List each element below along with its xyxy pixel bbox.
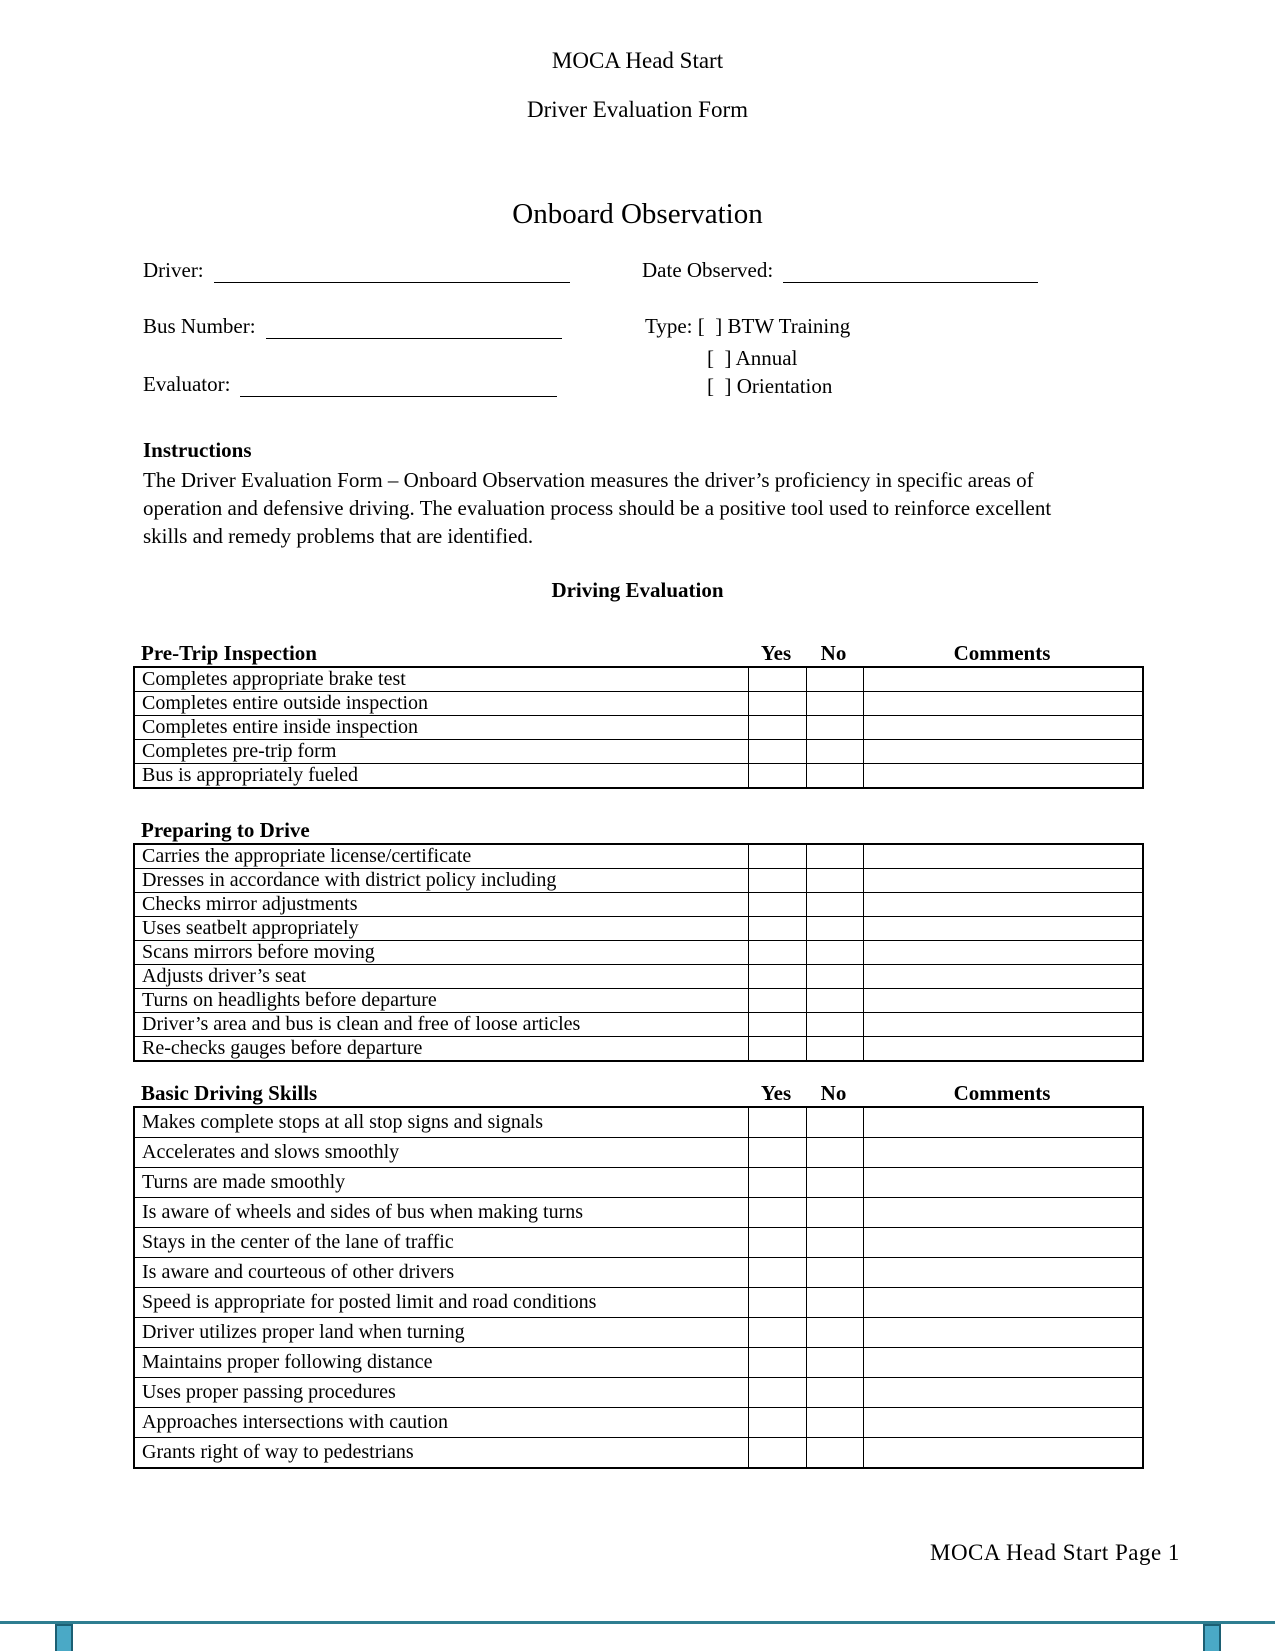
no-cell[interactable] <box>806 716 863 740</box>
bottom-right-tab-decoration <box>1203 1624 1221 1651</box>
btw-training-option-label: BTW Training <box>727 314 851 338</box>
evaluation-row <box>134 1107 1143 1138</box>
evaluation-row <box>134 1438 1143 1469</box>
evaluation-row <box>134 692 1143 716</box>
yes-cell[interactable] <box>748 1228 806 1258</box>
date-observed-field-row <box>642 258 1038 283</box>
criterion-label: Adjusts driver’s seat <box>134 965 748 989</box>
criterion-label: Maintains proper following distance <box>134 1348 748 1378</box>
comments-cell[interactable] <box>863 917 1143 941</box>
criterion-label: Completes entire inside inspection <box>134 716 748 740</box>
instructions-heading: Instructions <box>143 438 252 462</box>
instructions-body: The Driver Evaluation Form – Onboard Observation measures the driver’s proficiency in specific areas of operation and defensive driving. The evaluation process should be a positive tool used to reinforce excellent skills and remedy problems that are identified. <box>143 468 1052 548</box>
page-footer: MOCA Head Start Page 1 <box>930 1540 1180 1565</box>
evaluation-table <box>133 843 1144 1062</box>
no-cell[interactable] <box>806 1198 863 1228</box>
org-name: MOCA Head Start <box>551 48 724 73</box>
yes-cell[interactable] <box>748 1037 806 1062</box>
bottom-accent-line <box>0 1621 1275 1624</box>
criterion-label: Approaches intersections with caution <box>134 1408 748 1438</box>
evaluation-row <box>134 869 1143 893</box>
comments-cell[interactable] <box>863 1408 1143 1438</box>
evaluation-section <box>133 640 1142 789</box>
yes-cell[interactable] <box>748 941 806 965</box>
section-header <box>133 640 1142 666</box>
comments-cell[interactable] <box>863 667 1143 692</box>
bus-number-blank[interactable] <box>266 316 562 339</box>
comments-cell[interactable] <box>863 844 1143 869</box>
section-title: Pre-Trip Inspection <box>141 641 317 665</box>
criterion-label: Carries the appropriate license/certificate <box>134 844 748 869</box>
yes-cell[interactable] <box>748 692 806 716</box>
no-cell[interactable] <box>806 869 863 893</box>
no-cell[interactable] <box>806 1318 863 1348</box>
yes-cell[interactable] <box>748 1438 806 1469</box>
no-cell[interactable] <box>806 1168 863 1198</box>
evaluation-row <box>134 667 1143 692</box>
evaluation-row <box>134 1318 1143 1348</box>
evaluation-row <box>134 1198 1143 1228</box>
no-cell[interactable] <box>806 1378 863 1408</box>
comments-cell[interactable] <box>863 1378 1143 1408</box>
orientation-option-label: Orientation <box>736 374 833 398</box>
driver-label: Driver: <box>143 258 204 282</box>
comments-cell[interactable] <box>863 740 1143 764</box>
yes-cell[interactable] <box>748 917 806 941</box>
date-observed-blank[interactable] <box>783 260 1038 283</box>
evaluation-row <box>134 917 1143 941</box>
yes-column-header: Yes <box>760 1081 792 1105</box>
yes-cell[interactable] <box>748 1198 806 1228</box>
comments-cell[interactable] <box>863 893 1143 917</box>
form-name: Driver Evaluation Form <box>526 97 748 122</box>
no-cell[interactable] <box>806 1288 863 1318</box>
comments-cell[interactable] <box>863 1138 1143 1168</box>
comments-cell[interactable] <box>863 1107 1143 1138</box>
comments-cell[interactable] <box>863 692 1143 716</box>
comments-cell[interactable] <box>863 1318 1143 1348</box>
section-header <box>133 1080 1142 1106</box>
yes-cell[interactable] <box>748 1378 806 1408</box>
yes-cell[interactable] <box>748 1107 806 1138</box>
no-cell[interactable] <box>806 1258 863 1288</box>
yes-cell[interactable] <box>748 1288 806 1318</box>
yes-cell[interactable] <box>748 716 806 740</box>
annual-checkbox[interactable]: [ ] <box>707 346 732 370</box>
comments-column-header: Comments <box>953 1081 1051 1105</box>
yes-cell[interactable] <box>748 1408 806 1438</box>
evaluation-row <box>134 1168 1143 1198</box>
evaluation-table <box>133 1106 1144 1469</box>
comments-cell[interactable] <box>863 965 1143 989</box>
driving-evaluation-heading: Driving Evaluation <box>551 578 724 602</box>
no-cell[interactable] <box>806 917 863 941</box>
no-column-header: No <box>820 1081 847 1105</box>
comments-cell[interactable] <box>863 1258 1143 1288</box>
evaluation-row <box>134 989 1143 1013</box>
driver-blank[interactable] <box>214 260 570 283</box>
no-cell[interactable] <box>806 1408 863 1438</box>
comments-cell[interactable] <box>863 869 1143 893</box>
no-cell[interactable] <box>806 1138 863 1168</box>
evaluation-row <box>134 1288 1143 1318</box>
evaluation-row <box>134 941 1143 965</box>
annual-option-row <box>707 346 797 371</box>
bus-number-label: Bus Number: <box>143 314 256 338</box>
criterion-label: Uses proper passing procedures <box>134 1378 748 1408</box>
bottom-left-tab-decoration <box>55 1624 73 1651</box>
criterion-label: Completes appropriate brake test <box>134 667 748 692</box>
no-cell[interactable] <box>806 1228 863 1258</box>
evaluation-row <box>134 1378 1143 1408</box>
yes-cell[interactable] <box>748 1258 806 1288</box>
evaluation-sections <box>133 640 1142 1469</box>
criterion-label: Scans mirrors before moving <box>134 941 748 965</box>
criterion-label: Driver’s area and bus is clean and free of loose articles <box>134 1013 748 1037</box>
criterion-label: Completes pre-trip form <box>134 740 748 764</box>
evaluation-row <box>134 1228 1143 1258</box>
orientation-option-row <box>707 374 832 399</box>
evaluation-row <box>134 1037 1143 1062</box>
annual-option-label: Annual <box>735 346 798 370</box>
page-title: Onboard Observation <box>512 198 763 230</box>
criterion-label: Uses seatbelt appropriately <box>134 917 748 941</box>
criterion-label: Checks mirror adjustments <box>134 893 748 917</box>
evaluation-row <box>134 1138 1143 1168</box>
yes-cell[interactable] <box>748 667 806 692</box>
evaluation-row <box>134 893 1143 917</box>
btw-training-checkbox[interactable]: [ ] <box>697 314 723 338</box>
no-cell[interactable] <box>806 740 863 764</box>
criterion-label: Turns are made smoothly <box>134 1168 748 1198</box>
evaluation-row <box>134 1408 1143 1438</box>
no-cell[interactable] <box>806 1013 863 1037</box>
yes-cell[interactable] <box>748 1013 806 1037</box>
yes-cell[interactable] <box>748 989 806 1013</box>
comments-cell[interactable] <box>863 1198 1143 1228</box>
evaluation-row <box>134 764 1143 789</box>
criterion-label: Is aware and courteous of other drivers <box>134 1258 748 1288</box>
yes-cell[interactable] <box>748 764 806 789</box>
evaluation-row <box>134 1013 1143 1037</box>
comments-cell[interactable] <box>863 1288 1143 1318</box>
evaluation-section <box>133 1080 1142 1469</box>
section-header <box>133 817 1142 843</box>
comments-cell[interactable] <box>863 716 1143 740</box>
orientation-checkbox[interactable]: [ ] <box>707 374 732 398</box>
evaluation-row <box>134 965 1143 989</box>
yes-cell[interactable] <box>748 1138 806 1168</box>
comments-cell[interactable] <box>863 989 1143 1013</box>
comments-cell[interactable] <box>863 941 1143 965</box>
evaluator-blank[interactable] <box>240 374 557 397</box>
criterion-label: Accelerates and slows smoothly <box>134 1138 748 1168</box>
yes-cell[interactable] <box>748 1168 806 1198</box>
yes-cell[interactable] <box>748 844 806 869</box>
no-cell[interactable] <box>806 692 863 716</box>
criterion-label: Grants right of way to pedestrians <box>134 1438 748 1469</box>
criterion-label: Bus is appropriately fueled <box>134 764 748 789</box>
no-cell[interactable] <box>806 1438 863 1469</box>
yes-cell[interactable] <box>748 893 806 917</box>
type-label: Type: <box>645 314 693 338</box>
comments-column-header: Comments <box>953 641 1051 665</box>
comments-cell[interactable] <box>863 1037 1143 1062</box>
yes-cell[interactable] <box>748 965 806 989</box>
criterion-label: Driver utilizes proper land when turning <box>134 1318 748 1348</box>
comments-cell[interactable] <box>863 1348 1143 1378</box>
yes-cell[interactable] <box>748 1348 806 1378</box>
no-cell[interactable] <box>806 941 863 965</box>
evaluation-row <box>134 844 1143 869</box>
bus-number-field-row <box>143 314 562 339</box>
driver-field-row <box>143 258 570 283</box>
comments-cell[interactable] <box>863 764 1143 789</box>
comments-cell[interactable] <box>863 1228 1143 1258</box>
no-cell[interactable] <box>806 893 863 917</box>
evaluation-row <box>134 716 1143 740</box>
evaluator-field-row <box>143 372 557 397</box>
date-observed-label: Date Observed: <box>642 258 774 282</box>
criterion-label: Completes entire outside inspection <box>134 692 748 716</box>
criterion-label: Dresses in accordance with district policy including <box>134 869 748 893</box>
criterion-label: Makes complete stops at all stop signs and signals <box>134 1107 748 1138</box>
no-cell[interactable] <box>806 844 863 869</box>
comments-cell[interactable] <box>863 1013 1143 1037</box>
yes-cell[interactable] <box>748 740 806 764</box>
section-title: Basic Driving Skills <box>141 1081 318 1105</box>
evaluator-label: Evaluator: <box>143 372 231 396</box>
section-title: Preparing to Drive <box>141 818 310 842</box>
no-cell[interactable] <box>806 989 863 1013</box>
no-cell[interactable] <box>806 965 863 989</box>
criterion-label: Is aware of wheels and sides of bus when making turns <box>134 1198 748 1228</box>
yes-cell[interactable] <box>748 1318 806 1348</box>
evaluation-table <box>133 666 1144 789</box>
no-cell[interactable] <box>806 1037 863 1062</box>
no-column-header: No <box>820 641 847 665</box>
no-cell[interactable] <box>806 764 863 789</box>
type-field-row <box>645 314 850 339</box>
criterion-label: Turns on headlights before departure <box>134 989 748 1013</box>
evaluation-row <box>134 1348 1143 1378</box>
no-cell[interactable] <box>806 667 863 692</box>
comments-cell[interactable] <box>863 1168 1143 1198</box>
evaluation-section <box>133 817 1142 1062</box>
criterion-label: Re-checks gauges before departure <box>134 1037 748 1062</box>
yes-cell[interactable] <box>748 869 806 893</box>
no-cell[interactable] <box>806 1348 863 1378</box>
comments-cell[interactable] <box>863 1438 1143 1469</box>
yes-column-header: Yes <box>760 641 792 665</box>
no-cell[interactable] <box>806 1107 863 1138</box>
criterion-label: Speed is appropriate for posted limit and road conditions <box>134 1288 748 1318</box>
evaluation-row <box>134 1258 1143 1288</box>
criterion-label: Stays in the center of the lane of traffic <box>134 1228 748 1258</box>
evaluation-row <box>134 740 1143 764</box>
